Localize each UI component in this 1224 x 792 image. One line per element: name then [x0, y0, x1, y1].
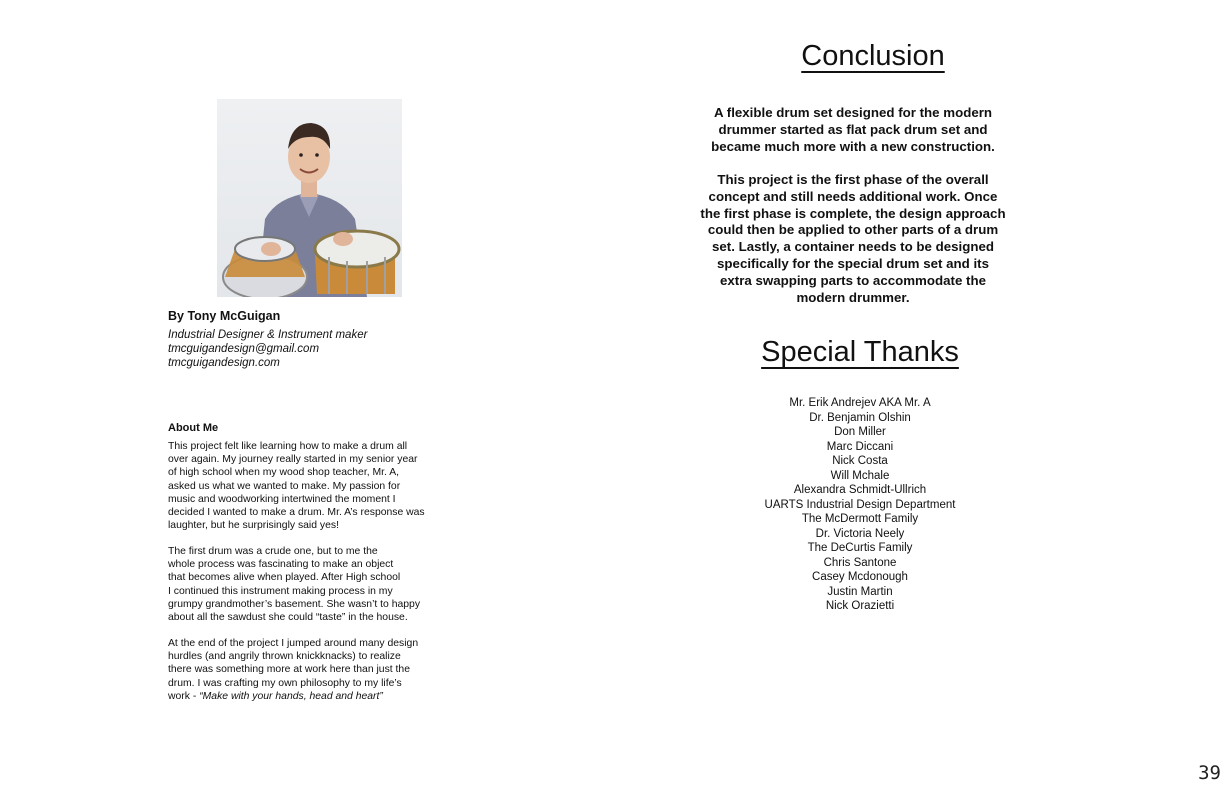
text-line: whole process was fascinating to make an object	[168, 559, 394, 571]
list-item: Chris Santone	[823, 556, 897, 569]
author-photo	[217, 99, 402, 297]
list-item: Alexandra Schmidt-Ullrich	[793, 484, 927, 496]
list-item: The McDermott Family	[801, 513, 919, 525]
text-line: became much more with a new construction.	[711, 138, 995, 154]
text-line: the first phase is complete, the design approach	[700, 205, 1006, 221]
text-line: hurdles (and angrily thrown knickknacks) to realize	[168, 651, 401, 663]
list-item: UARTS Industrial Design Department	[764, 498, 956, 511]
thanks-list	[710, 396, 1010, 614]
about-paragraph-3	[168, 637, 458, 703]
list-item: Dr. Benjamin Olshin	[809, 411, 911, 424]
author-with-drums-image	[217, 99, 402, 297]
list-item: Nick Costa	[832, 455, 888, 467]
special-thanks-title: Special Thanks	[761, 336, 959, 368]
text-line: music and woodworking intertwined the moment I	[168, 493, 396, 505]
text-line: could then be applied to other parts of a drum	[707, 222, 999, 238]
text-line: I continued this instrument making process in my	[168, 585, 393, 597]
text-line: of high school when my wood shop teacher, Mr. A,	[168, 467, 400, 479]
text-line: specifically for the special drum set and its	[717, 255, 989, 271]
list-item: Casey Mcdonough	[812, 571, 908, 583]
text-line: laughter, but he surprisingly said yes!	[168, 520, 339, 532]
author-email: tmcguigandesign@gmail.com	[168, 343, 320, 355]
motto-quote: “Make with your hands, head and heart”	[199, 690, 383, 702]
list-item: Nick Orazietti	[825, 600, 895, 612]
text-line: extra swapping parts to accommodate the	[719, 272, 986, 288]
text-line: drum. I was crafting my own philosophy to my life’s	[168, 677, 402, 689]
list-item: The DeCurtis Family	[807, 542, 913, 554]
text-line: The first drum was a crude one, but to me the	[168, 546, 378, 557]
text-line: about all the sawdust she could “taste” in the house.	[168, 612, 408, 624]
author-title: Industrial Designer & Instrument maker	[168, 329, 368, 341]
text-line: that becomes alive when played. After High school	[168, 572, 401, 584]
text-line	[168, 690, 458, 703]
list-item: Justin Martin	[827, 585, 893, 598]
about-title: About Me	[168, 422, 219, 434]
about-paragraph-1	[168, 440, 458, 532]
text-line: This project felt like learning how to make a drum all	[168, 441, 408, 452]
author-website: tmcguigandesign.com	[168, 357, 280, 369]
conclusion-paragraph-1	[653, 105, 1053, 155]
text-line: decided I wanted to make a drum. Mr. A’s response was	[168, 507, 425, 519]
text-line: over again. My journey really started in my senior year	[168, 454, 418, 466]
list-item: Don Miller	[834, 426, 886, 438]
text-line: A flexible drum set designed for the modern	[713, 105, 993, 120]
conclusion-title: Conclusion	[801, 40, 945, 72]
text-line: modern drummer.	[796, 289, 910, 305]
text-line: there was something more at work here than just the	[168, 664, 410, 676]
list-item: Marc Diccani	[826, 440, 894, 453]
text-line: concept and still needs additional work. Once	[708, 188, 998, 204]
list-item: Dr. Victoria Neely	[815, 527, 905, 540]
list-item: Mr. Erik Andrejev AKA Mr. A	[789, 397, 931, 409]
page-number: 39	[1198, 762, 1221, 784]
list-item: Will Mchale	[830, 469, 890, 482]
text-line: At the end of the project I jumped around many design	[168, 638, 419, 649]
text-line: drummer started as flat pack drum set and	[718, 121, 988, 137]
text-line: set. Lastly, a container needs to be designed	[711, 239, 995, 255]
about-paragraph-2	[168, 545, 458, 624]
text-line: This project is the first phase of the overall	[717, 172, 989, 187]
text-prefix: work -	[168, 690, 200, 702]
conclusion-paragraph-2	[653, 172, 1053, 306]
author-name: By Tony McGuigan	[168, 309, 281, 323]
text-line: asked us what we wanted to make. My passion for	[168, 480, 401, 492]
text-line: grumpy grandmother’s basement. She wasn’t to happy	[168, 598, 421, 610]
